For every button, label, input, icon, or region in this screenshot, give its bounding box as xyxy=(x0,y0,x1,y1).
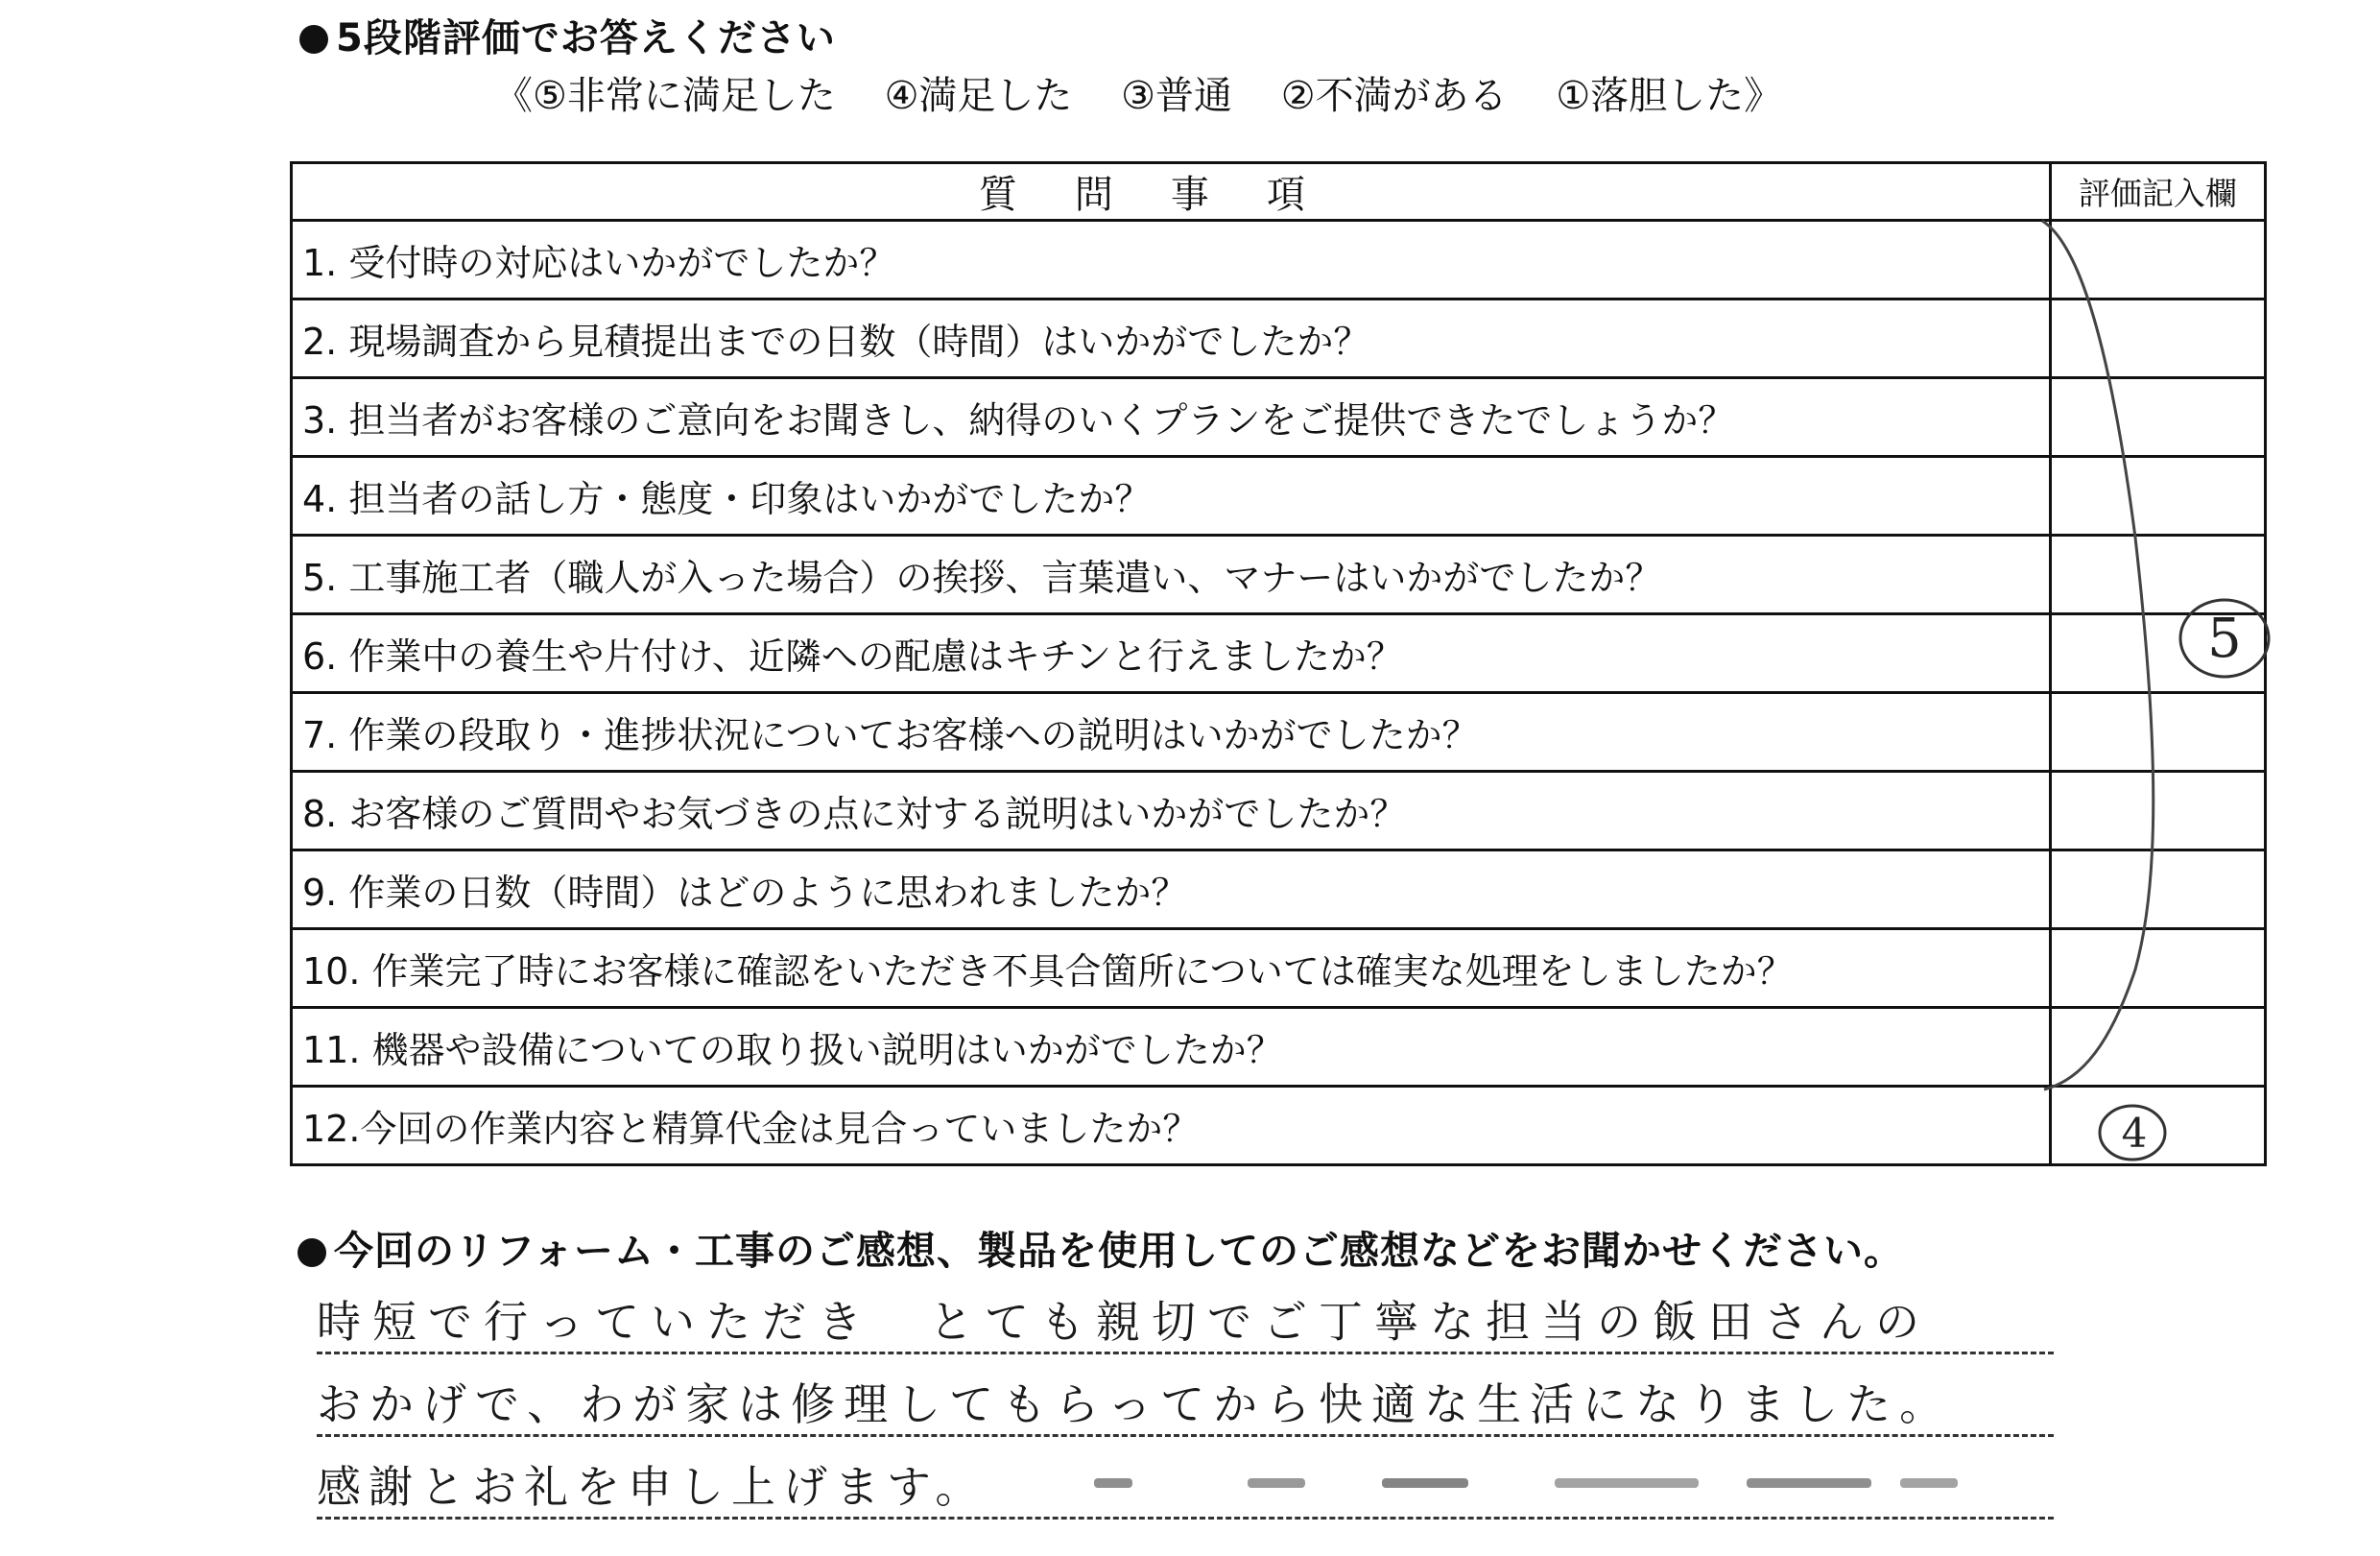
comment-line-1: 時短で行っていただき とても親切でご丁寧な担当の飯田さんの xyxy=(317,1292,2054,1354)
table-row xyxy=(292,221,2266,299)
question-5: 5. 工事施工者（職人が入った場合）の挨拶、言葉遣い、マナーはいかがでしたか？ xyxy=(292,536,2051,614)
table-header-row xyxy=(292,163,2266,221)
question-4: 4. 担当者の話し方・態度・印象はいかがでしたか？ xyxy=(292,457,2051,536)
rating-cell-9[interactable] xyxy=(2050,850,2265,929)
question-8: 8. お客様のご質問やお気づきの点に対する説明はいかがでしたか？ xyxy=(292,772,2051,850)
scale-option-4: ④満足した xyxy=(884,74,1073,118)
scale-option-5: 《⑤非常に満足した xyxy=(494,74,836,118)
question-10: 10. 作業完了時にお客様に確認をいただき不具合箇所については確実な処理をしましたか？ xyxy=(292,929,2051,1008)
question-7: 7. 作業の段取り・進捗状況についてお客様への説明はいかがでしたか？ xyxy=(292,693,2051,772)
table-row xyxy=(292,299,2266,378)
rating-cell-6[interactable] xyxy=(2050,614,2265,693)
bullet-icon xyxy=(298,1238,326,1267)
table-row xyxy=(292,1008,2266,1087)
rating-cell-1[interactable] xyxy=(2050,221,2265,299)
question-1: 1. 受付時の対応はいかがでしたか？ xyxy=(292,221,2051,299)
question-9: 9. 作業の日数（時間）はどのように思われましたか？ xyxy=(292,850,2051,929)
table-row xyxy=(292,614,2266,693)
scale-option-3: ③普通 xyxy=(1121,74,1233,118)
header-question: 質問事項 xyxy=(292,163,2051,221)
faint-mark xyxy=(1747,1478,1871,1488)
question-11: 11. 機器や設備についての取り扱い説明はいかがでしたか？ xyxy=(292,1008,2051,1087)
rating-instruction-heading xyxy=(299,8,836,62)
survey-table xyxy=(290,161,2267,1166)
faint-mark xyxy=(1900,1478,1958,1488)
table-row xyxy=(292,929,2266,1008)
comment-section-heading xyxy=(298,1219,1904,1276)
table-row xyxy=(292,850,2266,929)
table-row xyxy=(292,772,2266,850)
rating-cell-8[interactable] xyxy=(2050,772,2265,850)
scale-option-2: ②不満がある xyxy=(1280,74,1508,118)
faint-mark xyxy=(1555,1478,1699,1488)
rating-5-mark: 5 xyxy=(2207,608,2242,670)
question-12: 12.今回の作業内容と精算代金は見合っていましたか？ xyxy=(292,1087,2051,1165)
rating-cell-7[interactable] xyxy=(2050,693,2265,772)
question-3: 3. 担当者がお客様のご意向をお聞きし、納得のいくプランをご提供できたでしょうか？ xyxy=(292,378,2051,457)
table-row xyxy=(292,693,2266,772)
rating-cell-11[interactable] xyxy=(2050,1008,2265,1087)
faint-mark xyxy=(1094,1478,1132,1488)
question-2: 2. 現場調査から見積提出までの日数（時間）はいかがでしたか？ xyxy=(292,299,2051,378)
rating-4-mark: 4 xyxy=(2121,1110,2148,1157)
rating-cell-2[interactable] xyxy=(2050,299,2265,378)
table-row xyxy=(292,457,2266,536)
table-row xyxy=(292,1087,2266,1165)
rating-cell-12[interactable] xyxy=(2050,1087,2265,1165)
table-row xyxy=(292,536,2266,614)
header-rating: 評価記入欄 xyxy=(2050,163,2265,221)
faint-mark xyxy=(1382,1478,1468,1488)
rating-cell-3[interactable] xyxy=(2050,378,2265,457)
bullet-icon xyxy=(299,25,328,54)
rating-scale-legend xyxy=(494,65,1782,120)
rating-cell-4[interactable] xyxy=(2050,457,2265,536)
rating-cell-10[interactable] xyxy=(2050,929,2265,1008)
scale-option-1: ①落胆した》 xyxy=(1556,74,1783,118)
faint-mark xyxy=(1248,1478,1305,1488)
comment-line-2: おかげで、わが家は修理してもらってから快適な生活になりました。 xyxy=(317,1375,2054,1437)
table-row xyxy=(292,378,2266,457)
question-6: 6. 作業中の養生や片付け、近隣への配慮はキチンと行えましたか？ xyxy=(292,614,2051,693)
comment-line-3: 感謝とお礼を申し上げます。 xyxy=(317,1457,2054,1520)
rating-cell-5[interactable] xyxy=(2050,536,2265,614)
comment-heading-text: 今回のリフォーム・工事のご感想、製品を使用してのご感想などをお聞かせください。 xyxy=(334,1228,1904,1274)
rating-instruction-text: 5段階評価でお答えください xyxy=(336,16,836,60)
